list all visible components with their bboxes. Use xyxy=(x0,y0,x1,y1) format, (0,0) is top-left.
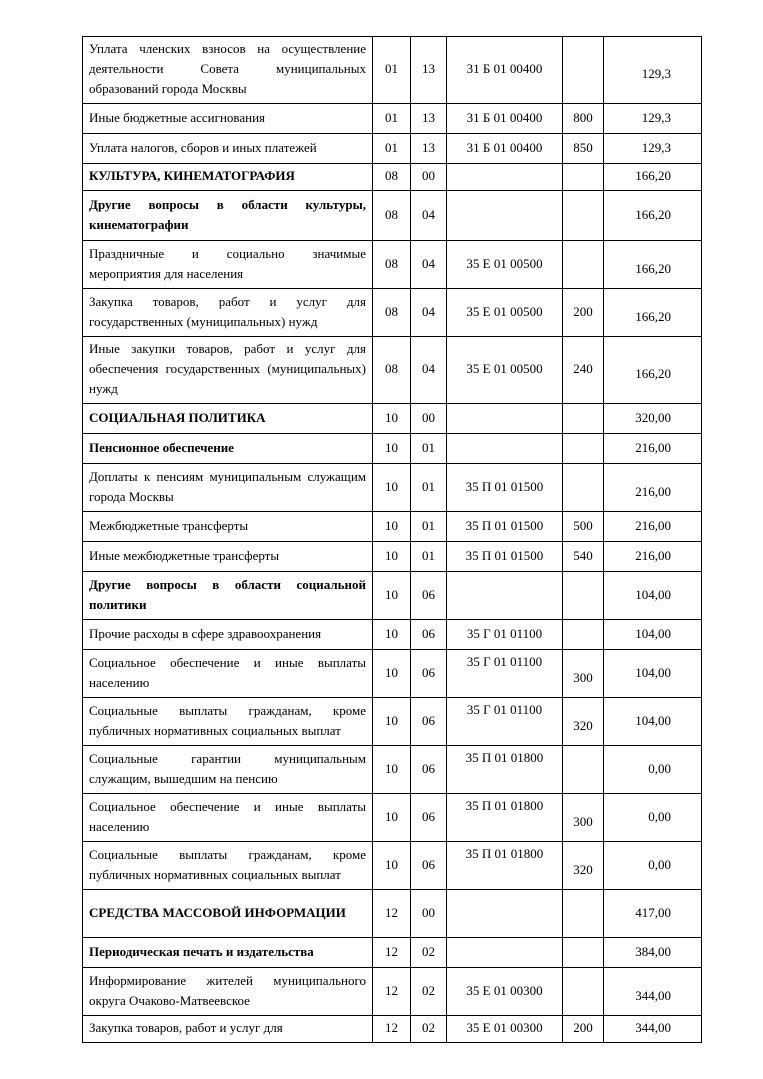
razdel-cell: 01 xyxy=(373,37,411,104)
vr-cell: 240 xyxy=(563,337,604,404)
table-row xyxy=(83,404,702,434)
csr-cell: 35 Е 01 00500 xyxy=(447,337,563,404)
table-row xyxy=(83,842,702,890)
razdel-cell: 01 xyxy=(373,134,411,164)
csr-cell xyxy=(447,164,563,191)
podrazdel-cell: 06 xyxy=(411,650,447,698)
csr-cell: 31 Б 01 00400 xyxy=(447,134,563,164)
table-row xyxy=(83,512,702,542)
table-row xyxy=(83,542,702,572)
vr-cell: 850 xyxy=(563,134,604,164)
table-row xyxy=(83,164,702,191)
vr-cell: 540 xyxy=(563,542,604,572)
table-row xyxy=(83,337,702,404)
budget-page xyxy=(82,36,701,1043)
csr-cell: 35 Г 01 01100 xyxy=(447,650,563,698)
table-row xyxy=(83,746,702,794)
razdel-cell: 10 xyxy=(373,542,411,572)
budget-table xyxy=(82,36,702,1043)
row-name-cell: КУЛЬТУРА, КИНЕМАТОГРАФИЯ xyxy=(83,164,373,191)
row-name-cell: Социальные гарантии муниципальным служащим, вышедшим на пенсию xyxy=(83,746,373,794)
csr-cell: 35 П 01 01800 xyxy=(447,842,563,890)
vr-cell xyxy=(563,464,604,512)
vr-cell xyxy=(563,572,604,620)
table-row xyxy=(83,37,702,104)
row-name-cell: Другие вопросы в области культуры, кинематографии xyxy=(83,191,373,241)
podrazdel-cell: 00 xyxy=(411,404,447,434)
sum-cell: 166,20 xyxy=(604,191,702,241)
csr-cell xyxy=(447,404,563,434)
razdel-cell: 10 xyxy=(373,842,411,890)
sum-cell: 166,20 xyxy=(604,241,702,289)
podrazdel-cell: 13 xyxy=(411,37,447,104)
sum-cell: 320,00 xyxy=(604,404,702,434)
row-name-cell: Информирование жителей муниципального округа Очаково-Матвеевское xyxy=(83,968,373,1016)
razdel-cell: 10 xyxy=(373,404,411,434)
row-name-cell: Праздничные и социально значимые мероприятия для населения xyxy=(83,241,373,289)
table-row xyxy=(83,289,702,337)
csr-cell: 35 Е 01 00500 xyxy=(447,289,563,337)
sum-cell: 104,00 xyxy=(604,698,702,746)
razdel-cell: 12 xyxy=(373,890,411,938)
vr-cell xyxy=(563,37,604,104)
podrazdel-cell: 13 xyxy=(411,104,447,134)
podrazdel-cell: 02 xyxy=(411,968,447,1016)
table-row xyxy=(83,104,702,134)
razdel-cell: 08 xyxy=(373,191,411,241)
row-name-cell: Прочие расходы в сфере здравоохранения xyxy=(83,620,373,650)
podrazdel-cell: 06 xyxy=(411,620,447,650)
vr-cell xyxy=(563,620,604,650)
csr-cell: 35 Г 01 01100 xyxy=(447,620,563,650)
podrazdel-cell: 06 xyxy=(411,572,447,620)
table-row xyxy=(83,134,702,164)
sum-cell: 344,00 xyxy=(604,968,702,1016)
sum-cell: 104,00 xyxy=(604,572,702,620)
vr-cell xyxy=(563,191,604,241)
podrazdel-cell: 01 xyxy=(411,542,447,572)
podrazdel-cell: 06 xyxy=(411,746,447,794)
row-name-cell: Межбюджетные трансферты xyxy=(83,512,373,542)
podrazdel-cell: 00 xyxy=(411,890,447,938)
csr-cell: 35 П 01 01800 xyxy=(447,746,563,794)
row-name-cell: Периодическая печать и издательства xyxy=(83,938,373,968)
sum-cell: 0,00 xyxy=(604,746,702,794)
csr-cell: 35 Е 01 00300 xyxy=(447,1016,563,1043)
razdel-cell: 10 xyxy=(373,512,411,542)
csr-cell xyxy=(447,890,563,938)
sum-cell: 216,00 xyxy=(604,542,702,572)
vr-cell: 500 xyxy=(563,512,604,542)
razdel-cell: 10 xyxy=(373,650,411,698)
vr-cell: 300 xyxy=(563,650,604,698)
csr-cell: 35 Е 01 00300 xyxy=(447,968,563,1016)
sum-cell: 417,00 xyxy=(604,890,702,938)
csr-cell xyxy=(447,572,563,620)
podrazdel-cell: 04 xyxy=(411,289,447,337)
sum-cell: 166,20 xyxy=(604,289,702,337)
razdel-cell: 10 xyxy=(373,572,411,620)
sum-cell: 104,00 xyxy=(604,650,702,698)
row-name-cell: Закупка товаров, работ и услуг для государственных (муниципальных) нужд xyxy=(83,289,373,337)
podrazdel-cell: 00 xyxy=(411,164,447,191)
csr-cell: 35 П 01 01500 xyxy=(447,464,563,512)
razdel-cell: 12 xyxy=(373,968,411,1016)
podrazdel-cell: 04 xyxy=(411,241,447,289)
vr-cell: 320 xyxy=(563,698,604,746)
razdel-cell: 01 xyxy=(373,104,411,134)
table-row xyxy=(83,968,702,1016)
vr-cell xyxy=(563,404,604,434)
row-name-cell: Социальное обеспечение и иные выплаты населению xyxy=(83,794,373,842)
razdel-cell: 10 xyxy=(373,746,411,794)
table-row xyxy=(83,698,702,746)
row-name-cell: Уплата членских взносов на осуществление деятельности Совета муниципальных образований города Москвы xyxy=(83,37,373,104)
csr-cell: 31 Б 01 00400 xyxy=(447,37,563,104)
csr-cell: 35 П 01 01500 xyxy=(447,542,563,572)
podrazdel-cell: 13 xyxy=(411,134,447,164)
razdel-cell: 08 xyxy=(373,337,411,404)
table-row xyxy=(83,464,702,512)
sum-cell: 129,3 xyxy=(604,37,702,104)
row-name-cell: Доплаты к пенсиям муниципальным служащим города Москвы xyxy=(83,464,373,512)
vr-cell xyxy=(563,241,604,289)
csr-cell: 35 П 01 01500 xyxy=(447,512,563,542)
row-name-cell: Закупка товаров, работ и услуг для xyxy=(83,1016,373,1043)
podrazdel-cell: 02 xyxy=(411,938,447,968)
podrazdel-cell: 06 xyxy=(411,794,447,842)
row-name-cell: Иные закупки товаров, работ и услуг для обеспечения государственных (муниципальных) нужд xyxy=(83,337,373,404)
table-row xyxy=(83,794,702,842)
razdel-cell: 10 xyxy=(373,434,411,464)
sum-cell: 384,00 xyxy=(604,938,702,968)
row-name-cell: СРЕДСТВА МАССОВОЙ ИНФОРМАЦИИ xyxy=(83,890,373,938)
podrazdel-cell: 04 xyxy=(411,191,447,241)
sum-cell: 216,00 xyxy=(604,512,702,542)
csr-cell: 35 Г 01 01100 xyxy=(447,698,563,746)
csr-cell xyxy=(447,434,563,464)
row-name-cell: Иные межбюджетные трансферты xyxy=(83,542,373,572)
vr-cell xyxy=(563,164,604,191)
table-row xyxy=(83,650,702,698)
table-row xyxy=(83,1016,702,1043)
sum-cell: 216,00 xyxy=(604,464,702,512)
table-row xyxy=(83,620,702,650)
csr-cell xyxy=(447,191,563,241)
csr-cell: 31 Б 01 00400 xyxy=(447,104,563,134)
csr-cell: 35 П 01 01800 xyxy=(447,794,563,842)
vr-cell xyxy=(563,968,604,1016)
sum-cell: 216,00 xyxy=(604,434,702,464)
csr-cell: 35 Е 01 00500 xyxy=(447,241,563,289)
table-row xyxy=(83,191,702,241)
row-name-cell: Социальные выплаты гражданам, кроме публичных нормативных социальных выплат xyxy=(83,698,373,746)
vr-cell xyxy=(563,434,604,464)
sum-cell: 129,3 xyxy=(604,104,702,134)
row-name-cell: Иные бюджетные ассигнования xyxy=(83,104,373,134)
razdel-cell: 08 xyxy=(373,164,411,191)
vr-cell: 300 xyxy=(563,794,604,842)
sum-cell: 129,3 xyxy=(604,134,702,164)
podrazdel-cell: 06 xyxy=(411,698,447,746)
csr-cell xyxy=(447,938,563,968)
podrazdel-cell: 06 xyxy=(411,842,447,890)
row-name-cell: Социальное обеспечение и иные выплаты населению xyxy=(83,650,373,698)
podrazdel-cell: 01 xyxy=(411,464,447,512)
podrazdel-cell: 04 xyxy=(411,337,447,404)
sum-cell: 166,20 xyxy=(604,337,702,404)
vr-cell: 200 xyxy=(563,289,604,337)
razdel-cell: 12 xyxy=(373,938,411,968)
table-row xyxy=(83,890,702,938)
budget-table-body xyxy=(83,37,702,1043)
row-name-cell: СОЦИАЛЬНАЯ ПОЛИТИКА xyxy=(83,404,373,434)
vr-cell: 800 xyxy=(563,104,604,134)
razdel-cell: 08 xyxy=(373,241,411,289)
podrazdel-cell: 01 xyxy=(411,434,447,464)
razdel-cell: 10 xyxy=(373,620,411,650)
razdel-cell: 08 xyxy=(373,289,411,337)
vr-cell: 320 xyxy=(563,842,604,890)
row-name-cell: Уплата налогов, сборов и иных платежей xyxy=(83,134,373,164)
sum-cell: 0,00 xyxy=(604,794,702,842)
razdel-cell: 10 xyxy=(373,794,411,842)
razdel-cell: 10 xyxy=(373,464,411,512)
table-row xyxy=(83,572,702,620)
vr-cell xyxy=(563,746,604,794)
table-row xyxy=(83,241,702,289)
vr-cell xyxy=(563,890,604,938)
podrazdel-cell: 02 xyxy=(411,1016,447,1043)
razdel-cell: 12 xyxy=(373,1016,411,1043)
sum-cell: 0,00 xyxy=(604,842,702,890)
sum-cell: 104,00 xyxy=(604,620,702,650)
row-name-cell: Другие вопросы в области социальной политики xyxy=(83,572,373,620)
vr-cell xyxy=(563,938,604,968)
sum-cell: 166,20 xyxy=(604,164,702,191)
table-row xyxy=(83,938,702,968)
sum-cell: 344,00 xyxy=(604,1016,702,1043)
row-name-cell: Пенсионное обеспечение xyxy=(83,434,373,464)
podrazdel-cell: 01 xyxy=(411,512,447,542)
razdel-cell: 10 xyxy=(373,698,411,746)
vr-cell: 200 xyxy=(563,1016,604,1043)
row-name-cell: Социальные выплаты гражданам, кроме публичных нормативных социальных выплат xyxy=(83,842,373,890)
table-row xyxy=(83,434,702,464)
